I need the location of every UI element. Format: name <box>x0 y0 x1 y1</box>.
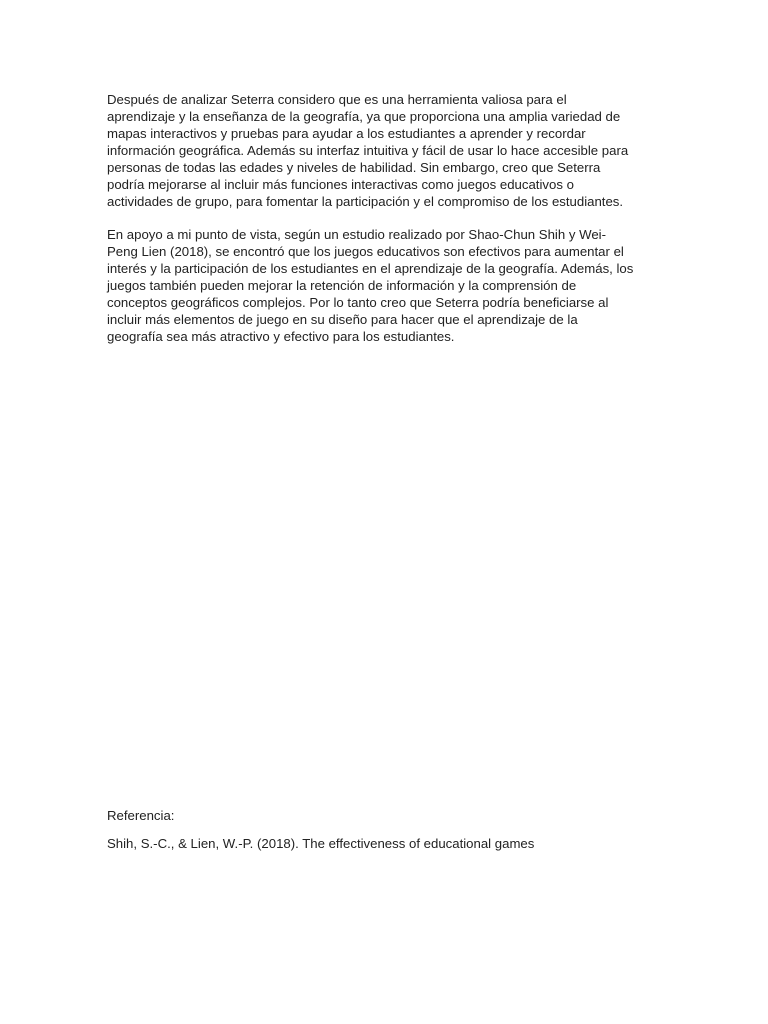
paragraph-line: Peng Lien (2018), se encontró que los juegos educativos son efectivos para aumentar el <box>107 244 624 259</box>
paragraph-line: podría mejorarse al incluir más funciones interactivas como juegos educativos o <box>107 177 574 192</box>
reference-heading <box>107 807 663 824</box>
paragraph-line: mapas interactivos y pruebas para ayudar a los estudiantes a aprender y recordar <box>107 126 586 141</box>
paragraph-line: conceptos geográficos complejos. Por lo tanto creo que Seterra podría beneficiarse al <box>107 295 609 310</box>
paragraph-line: personas de todas las edades y niveles de habilidad. Sin embargo, creo que Seterra <box>107 160 601 175</box>
paragraph-line: incluir más elementos de juego en su diseño para hacer que el aprendizaje de la <box>107 312 578 327</box>
paragraph-line: aprendizaje y la enseñanza de la geografía, ya que proporciona una amplia variedad de <box>107 109 621 124</box>
paragraph-line: geografía sea más atractivo y efectivo para los estudiantes. <box>107 329 455 344</box>
reference-entry <box>107 835 663 852</box>
reference-heading-text: Referencia: <box>107 808 175 823</box>
reference-entry-text: Shih, S.-C., & Lien, W.-P. (2018). The effectiveness of educational games <box>107 836 535 851</box>
paragraph-line: interés y la participación de los estudiantes en el aprendizaje de la geografía. Además, los <box>107 261 634 276</box>
body-paragraph-2 <box>107 226 663 345</box>
paragraph-line: En apoyo a mi punto de vista, según un estudio realizado por Shao-Chun Shih y Wei- <box>107 227 606 242</box>
paragraph-line: actividades de grupo, para fomentar la participación y el compromiso de los estudiantes. <box>107 194 624 209</box>
paragraph-line: Después de analizar Seterra considero que es una herramienta valiosa para el <box>107 92 567 107</box>
paragraph-line: información geográfica. Además su interfaz intuitiva y fácil de usar lo hace accesible para <box>107 143 629 158</box>
body-paragraph-1 <box>107 91 663 210</box>
paragraph-line: juegos también pueden mejorar la retención de información y la comprensión de <box>107 278 577 293</box>
